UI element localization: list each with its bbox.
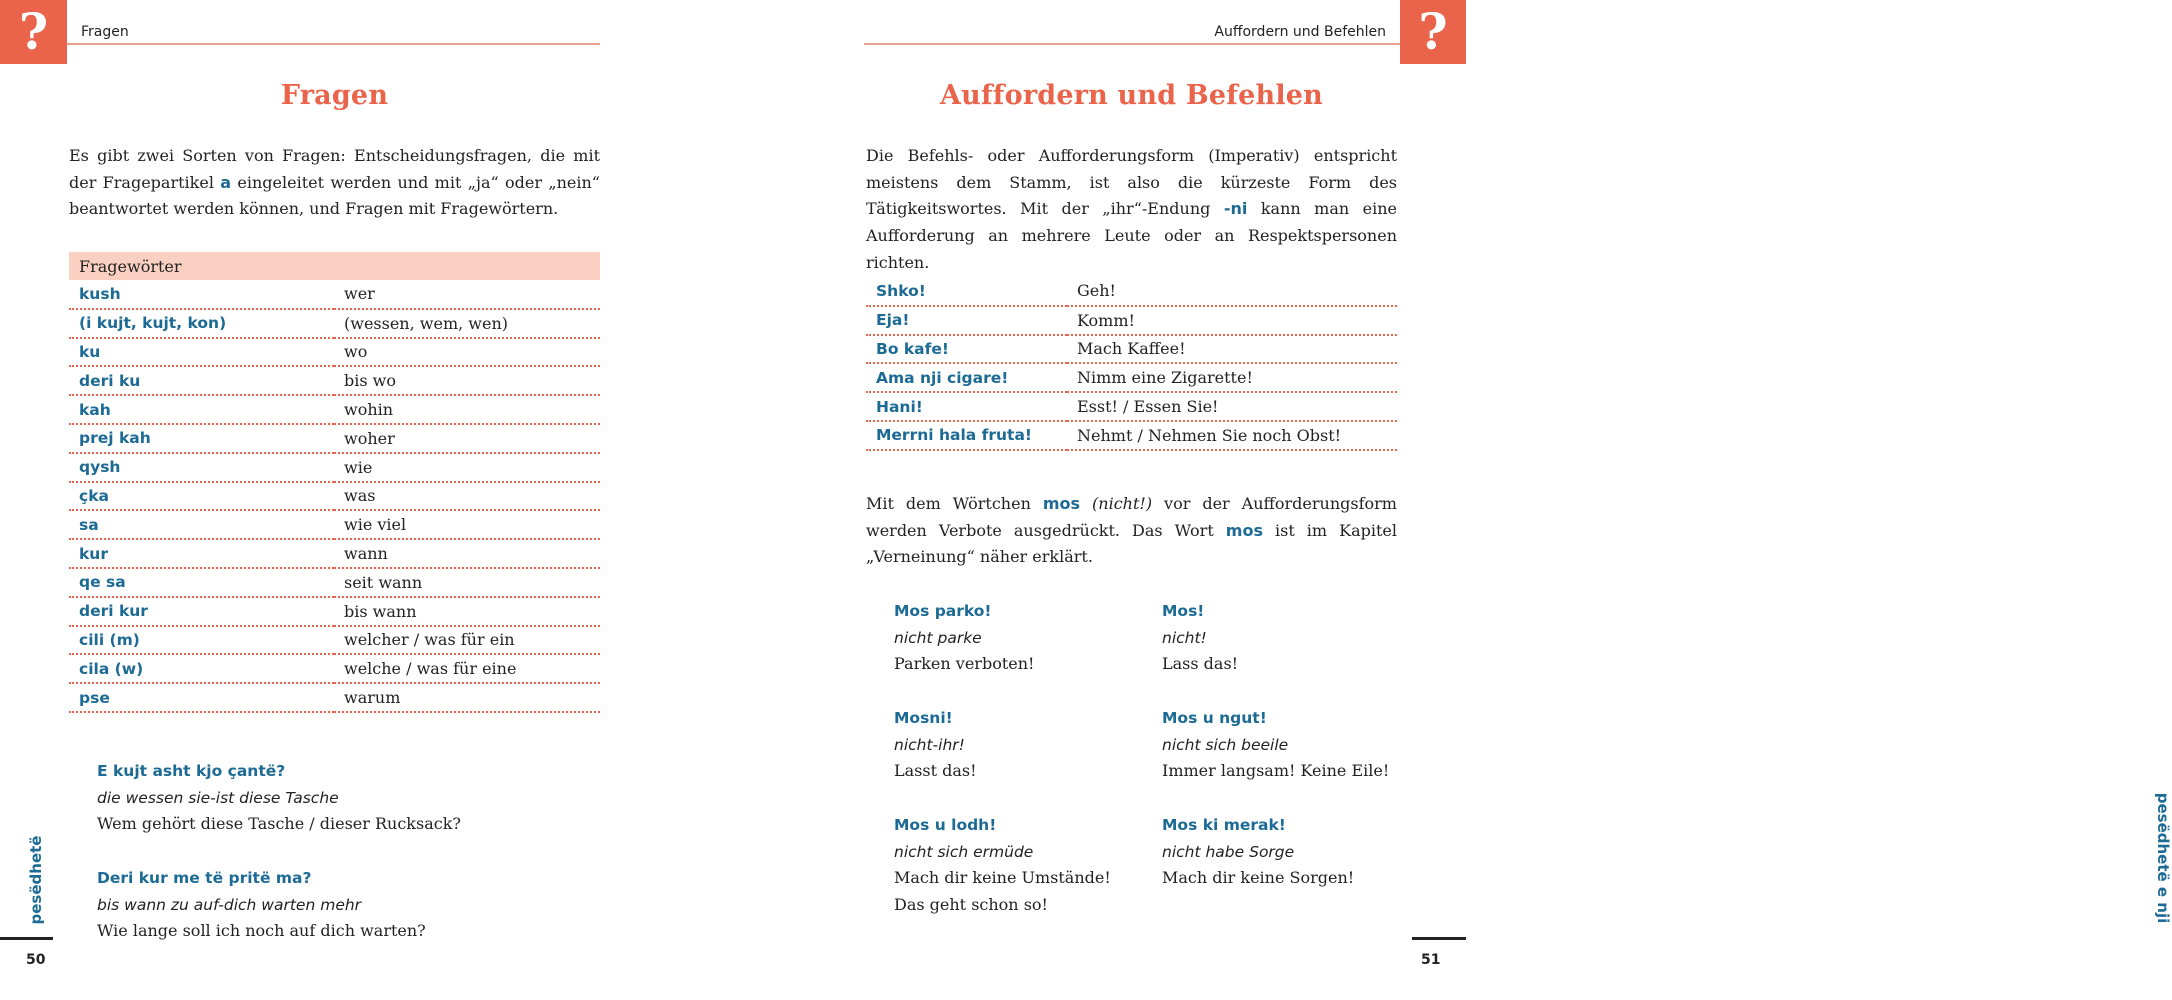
intro-text-2: kann man eine Aufforderung an mehrere Leute oder an Respektspersonen richten.: [866, 199, 1397, 272]
question-mark-icon: ?: [0, 0, 67, 64]
question-mark-icon: ?: [1400, 0, 1466, 64]
albanian-term: cili (m): [69, 626, 334, 655]
table-row: [69, 683, 600, 712]
german-translation: wie: [334, 453, 600, 482]
german-translation: Komm!: [1067, 306, 1397, 335]
example-translation: Mach dir keine Sorgen!: [1162, 868, 1355, 888]
page-title-left: Fragen: [280, 80, 389, 111]
albanian-term: kah: [69, 395, 334, 424]
albanian-term: qe sa: [69, 568, 334, 597]
mos-word: mos: [1225, 520, 1263, 540]
example-translation: Immer langsam! Keine Eile!: [1162, 761, 1390, 781]
table-header: Fragewörter: [69, 252, 600, 280]
negation-text-1: Mit dem Wörtchen: [866, 494, 1043, 513]
german-translation: woher: [334, 424, 600, 453]
table-row: [866, 421, 1397, 450]
example-mos-ki-merak: [1162, 812, 1354, 892]
example-literal: bis wann zu auf-dich warten mehr: [97, 895, 362, 914]
negation-paragraph: [866, 491, 1397, 571]
albanian-term: sa: [69, 510, 334, 539]
negation-text-2: vor der Aufforderungsform werden Verbote ausgedrückt. Das Wort: [866, 494, 1397, 540]
example-literal: nicht-ihr!: [894, 735, 965, 754]
example-literal: nicht!: [1162, 628, 1207, 647]
albanian-term: kur: [69, 539, 334, 568]
german-translation: Nehmt / Nehmen Sie noch Obst!: [1067, 421, 1397, 450]
example-literal: nicht sich ermüde: [894, 842, 1034, 861]
example-2-left: [97, 865, 426, 945]
albanian-term: Hani!: [866, 392, 1067, 421]
space: [1080, 494, 1092, 513]
german-translation: seit wann: [334, 568, 600, 597]
table-row: [866, 363, 1397, 392]
german-translation: bis wo: [334, 366, 600, 395]
example-literal: nicht parke: [894, 628, 982, 647]
page-number-right: 51: [1421, 952, 1441, 968]
example-albanian: Mos!: [1162, 602, 1205, 620]
example-literal: nicht habe Sorge: [1162, 842, 1295, 861]
table-row: [69, 568, 600, 597]
german-translation: wie viel: [334, 510, 600, 539]
table-row: [866, 335, 1397, 364]
example-albanian: Mos u lodh!: [894, 816, 997, 834]
intro-text-2: eingeleitet werden und mit „ja“ oder „nein“ beantwortet werden können, und Fragen mit Fragewörtern.: [69, 172, 600, 219]
header-divider: [67, 43, 600, 45]
albanian-term: kush: [69, 280, 334, 309]
albanian-term: Bo kafe!: [866, 335, 1067, 364]
german-translation: Esst! / Essen Sie!: [1067, 392, 1397, 421]
nicht-gloss: (nicht!): [1092, 494, 1153, 513]
running-header-left: Fragen: [81, 24, 129, 40]
example-1-left: [97, 758, 461, 838]
negation-text-3: ist im Kapitel „Verneinung“ näher erklärt.: [866, 520, 1397, 567]
table-row: [69, 424, 600, 453]
table-row: [69, 626, 600, 655]
table-row: [69, 539, 600, 568]
albanian-term: Merrni hala fruta!: [866, 421, 1067, 450]
albanian-term: Eja!: [866, 306, 1067, 335]
table-row: [69, 309, 600, 338]
header-divider: [864, 43, 1400, 45]
table-row: [69, 654, 600, 683]
example-translation: Parken verboten!: [894, 654, 1035, 674]
plural-suffix: -ni: [1223, 199, 1248, 219]
german-translation: Mach Kaffee!: [1067, 335, 1397, 364]
footer-rule-left: [0, 937, 53, 940]
running-header-right: Auffordern und Befehlen: [1214, 24, 1386, 40]
intro-text-1: Die Befehls- oder Aufforderungsform (Imperativ) entspricht meistens dem Stamm, ist also die kürzeste Form des Tätigkeitswortes. Mit der „ihr“-Endung: [866, 146, 1397, 219]
example-translation: Mach dir keine Umstände!: [894, 868, 1111, 888]
albanian-term: qysh: [69, 453, 334, 482]
german-translation: was: [334, 482, 600, 511]
table-header-row: [69, 252, 600, 280]
example-albanian: E kujt asht kjo çantë?: [97, 762, 286, 780]
table-row: [69, 482, 600, 511]
intro-paragraph-left: [69, 143, 600, 223]
example-albanian: Mosni!: [894, 709, 953, 727]
example-mos-parko: [894, 598, 1034, 678]
german-translation: (wessen, wem, wen): [334, 309, 600, 338]
example-mos: [1162, 598, 1238, 678]
albanian-term: deri kur: [69, 597, 334, 626]
page-title-right: Auffordern und Befehlen: [940, 80, 1323, 111]
german-translation: wann: [334, 539, 600, 568]
example-albanian: Mos parko!: [894, 602, 992, 620]
side-label-right: pesëdhetë e nji: [2154, 792, 2172, 924]
german-translation: bis wann: [334, 597, 600, 626]
right-page: [733, 0, 2172, 1000]
example-literal: die wessen sie-ist diese Tasche: [97, 788, 339, 807]
albanian-term: Ama nji cigare!: [866, 363, 1067, 392]
table-row: [69, 453, 600, 482]
german-translation: wer: [334, 280, 600, 309]
example-albanian: Mos ki merak!: [1162, 816, 1286, 834]
table-row: [69, 366, 600, 395]
example-translation-line2: Das geht schon so!: [894, 895, 1048, 915]
table-row: [866, 306, 1397, 335]
example-albanian: Deri kur me të pritë ma?: [97, 869, 312, 887]
german-translation: wo: [334, 338, 600, 367]
example-mos-u-lodh: [894, 812, 1111, 919]
table-row: [69, 338, 600, 367]
example-translation: Lass das!: [1162, 654, 1239, 674]
german-translation: wohin: [334, 395, 600, 424]
intro-text-1: Es gibt zwei Sorten von Fragen: Entscheidungsfragen, die mit der Fragepartikel: [69, 146, 600, 192]
question-words-table: [69, 252, 600, 713]
albanian-term: Shko!: [866, 277, 1067, 306]
albanian-term: prej kah: [69, 424, 334, 453]
side-label-left: pesëdhetë: [27, 835, 45, 925]
german-translation: welche / was für eine: [334, 654, 600, 683]
table-row: [866, 277, 1397, 306]
example-albanian: Mos u ngut!: [1162, 709, 1267, 727]
example-translation: Wie lange soll ich noch auf dich warten?: [97, 921, 426, 941]
albanian-term: ku: [69, 338, 334, 367]
intro-paragraph-right: [866, 143, 1397, 277]
table-row: [69, 597, 600, 626]
albanian-term: (i kujt, kujt, kon): [69, 309, 334, 338]
example-translation: Wem gehört diese Tasche / dieser Rucksack?: [97, 814, 461, 834]
table-row: [69, 280, 600, 309]
imperative-table: [866, 277, 1397, 451]
example-mosni: [894, 705, 977, 785]
example-literal: nicht sich beeile: [1162, 735, 1289, 754]
german-translation: Geh!: [1067, 277, 1397, 306]
german-translation: Nimm eine Zigarette!: [1067, 363, 1397, 392]
example-mos-u-ngut: [1162, 705, 1389, 785]
page-number-left: 50: [26, 952, 46, 968]
example-translation: Lasst das!: [894, 761, 977, 781]
albanian-term: çka: [69, 482, 334, 511]
albanian-term: deri ku: [69, 366, 334, 395]
footer-rule-right: [1412, 937, 1466, 940]
german-translation: welcher / was für ein: [334, 626, 600, 655]
german-translation: warum: [334, 683, 600, 712]
mos-word: mos: [1042, 494, 1081, 513]
table-row: [69, 510, 600, 539]
albanian-term: cila (w): [69, 654, 334, 683]
albanian-term: pse: [69, 683, 334, 712]
left-page: [0, 0, 733, 1000]
table-row: [866, 392, 1397, 421]
question-particle: a: [220, 172, 232, 192]
table-row: [69, 395, 600, 424]
